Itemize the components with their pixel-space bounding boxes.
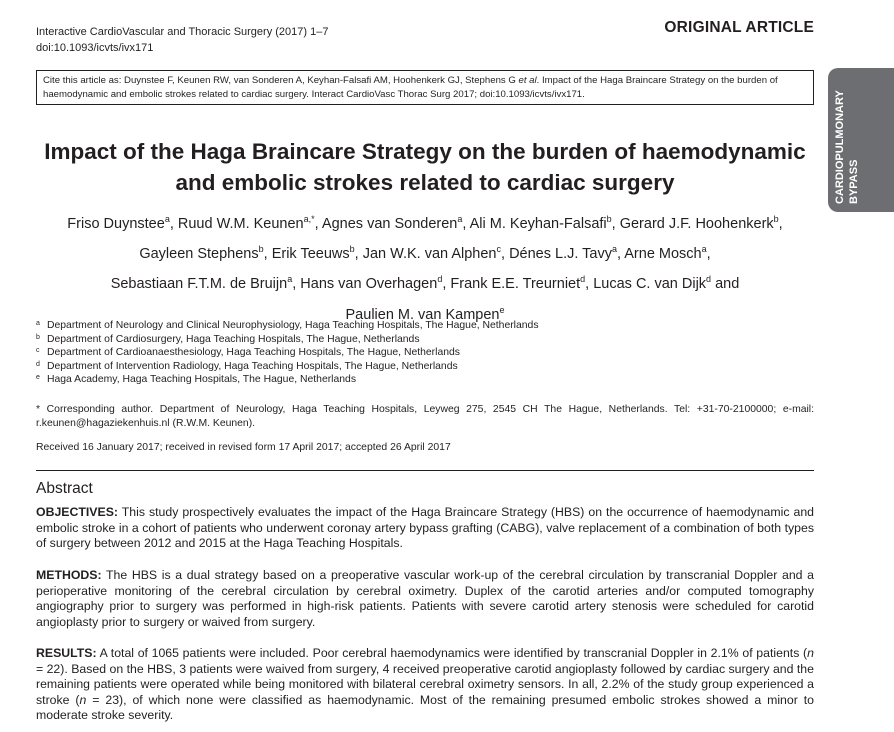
cite-et-al: et al (518, 75, 537, 86)
article-type-label: ORIGINAL ARTICLE (664, 19, 814, 36)
results-n-2: n (79, 692, 87, 707)
corresponding-text: Corresponding author. Department of Neurology, Haga Teaching Hospitals, Leyweg 275, 2545 CH The Hague, Netherlands. Tel: +31-70-2100000; e-mail: r.keunen@hagaziekenhuis.nl (R.W.M. Keunen). (36, 404, 815, 429)
author: Erik Teeuws$^b$, (271, 244, 363, 263)
affiliation: c Department of Cardioanaesthesiology, Haga Teaching Hospitals, The Hague, Netherlands (36, 347, 460, 359)
methods-label: METHODS: (36, 568, 102, 582)
results-text-3: = 23), of which none were classified as haemodynamic. Most of the remaining presumed embolic strokes showed a minor to moderate stroke severity. (36, 692, 814, 723)
objectives-text: This study prospectively evaluates the impact of the Haga Braincare Strategy (HBS) on the occurrence of haemodynamic and embolic stroke in a cohort of patients who underwent coronay artery bypass grafting (CABG), valve replacement of a combination of both types of surgery between 2012 and 2015 at the Haga Teaching Hospitals. (36, 505, 814, 551)
journal-citation-line: Interactive CardioVascular and Thoracic Surgery (2017) 1–7 (36, 26, 329, 38)
abstract-methods (36, 568, 814, 630)
author: Lucas C. van Dijk$^d$ and (593, 274, 740, 293)
affiliation: d Department of Intervention Radiology, Haga Teaching Hospitals, The Hague, Netherlands (36, 360, 458, 372)
results-label: RESULTS: (36, 646, 97, 660)
section-tab-label (833, 90, 861, 204)
results-text-1: A total of 1065 patients were included. Poor cerebral haemodynamics were identified by transcranial Doppler in 2.1% of patients ( (99, 646, 808, 660)
author: Gerard J.F. Hoohenkerk$^b$, (619, 214, 783, 232)
results-n-1: n (807, 646, 814, 660)
abstract-heading: Abstract (36, 480, 93, 497)
author: Ali M. Keyhan-Falsafi$^b$, (469, 214, 620, 232)
author: Frank E.E. Treurniet$^d$, (450, 274, 594, 293)
author: Friso Duynstee$^a$, (67, 214, 178, 232)
author: Agnes van Sonderen$^a$, (321, 214, 470, 232)
author: Sebastiaan F.T.M. de Bruijn$^a$, (110, 274, 301, 293)
author: Jan W.K. van Alphen$^c$, (362, 244, 510, 263)
affiliation-list (36, 319, 539, 387)
journal-info (36, 24, 328, 56)
author: Gayleen Stephens$^b$, (139, 244, 272, 263)
author: Dénes L.J. Tavy$^a$, (509, 244, 625, 263)
results-text-2: = 22). Based on the HBS, 3 patients were waived from surgery, 4 received preoperative carotid angioplasty followed by cardiac surgery and the remaining patients were operated while being monitored with bilateral cerebral oximetry sensors. In all, 2.2% of the study group experienced a stroke ( (36, 661, 814, 707)
author: Hans van Overhagen$^d$, (300, 274, 451, 293)
affiliation: b Department of Cardiosurgery, Haga Teaching Hospitals, The Hague, Netherlands (36, 333, 420, 345)
section-tab-line-1: CARDIOPULMONARY (834, 90, 846, 204)
author: Ruud W.M. Keunen$^{a,*}$, (177, 214, 322, 232)
cite-text-prefix: Cite this article as: Duynstee F, Keunen RW, van Sonderen A, Keyhan-Falsafi AM, Hoohenkerk GJ, Stephens G (43, 75, 519, 86)
abstract-objectives (36, 505, 814, 552)
article-title: Impact of the Haga Braincare Strategy on the burden of haemodynamic and embolic strokes related to cardiac surgery (44, 139, 806, 195)
corresponding-author (36, 403, 814, 430)
abstract-results (36, 646, 814, 724)
objectives-label: OBJECTIVES: (36, 505, 118, 519)
methods-text: The HBS is a dual strategy based on a preoperative vascular work-up of the cerebral circulation by transcranial Doppler and a perioperative monitoring of the cerebral circulation by cerebral oximetry. Duplex of the carotid arteries and/or computed tomography angiography prior to surgery was performed in high-risk patients. Patients with severe carotid artery stenosis were scheduled for carotid angioplasty prior to surgery or waived from surgery. (36, 568, 814, 629)
author: Paulien M. van Kampen$^e$ (345, 304, 505, 323)
doi-line: doi:10.1093/icvts/ivx171 (36, 42, 154, 54)
section-divider (36, 470, 814, 471)
author-list (36, 207, 814, 328)
cite-box (36, 70, 814, 105)
corresponding-marker: * (36, 404, 41, 415)
cite-text-suffix: . Impact of the Haga Braincare Strategy on the burden of haemodynamic and embolic strokes related to cardiac surgery. Interact CardioVasc Thorac Surg 2017; doi:10.1093/icvts/ivx171. (43, 75, 778, 100)
author: Arne Mosch$^a$, (624, 244, 711, 263)
affiliation: e Haga Academy, Haga Teaching Hospitals, The Hague, Netherlands (36, 374, 357, 386)
received-dates: Received 16 January 2017; received in revised form 17 April 2017; accepted 26 April 2017 (36, 442, 451, 453)
affiliation: a Department of Neurology and Clinical Neurophysiology, Haga Teaching Hospitals, The Hague, Netherlands (36, 320, 539, 331)
section-tab-line-2: BYPASS (848, 159, 860, 204)
